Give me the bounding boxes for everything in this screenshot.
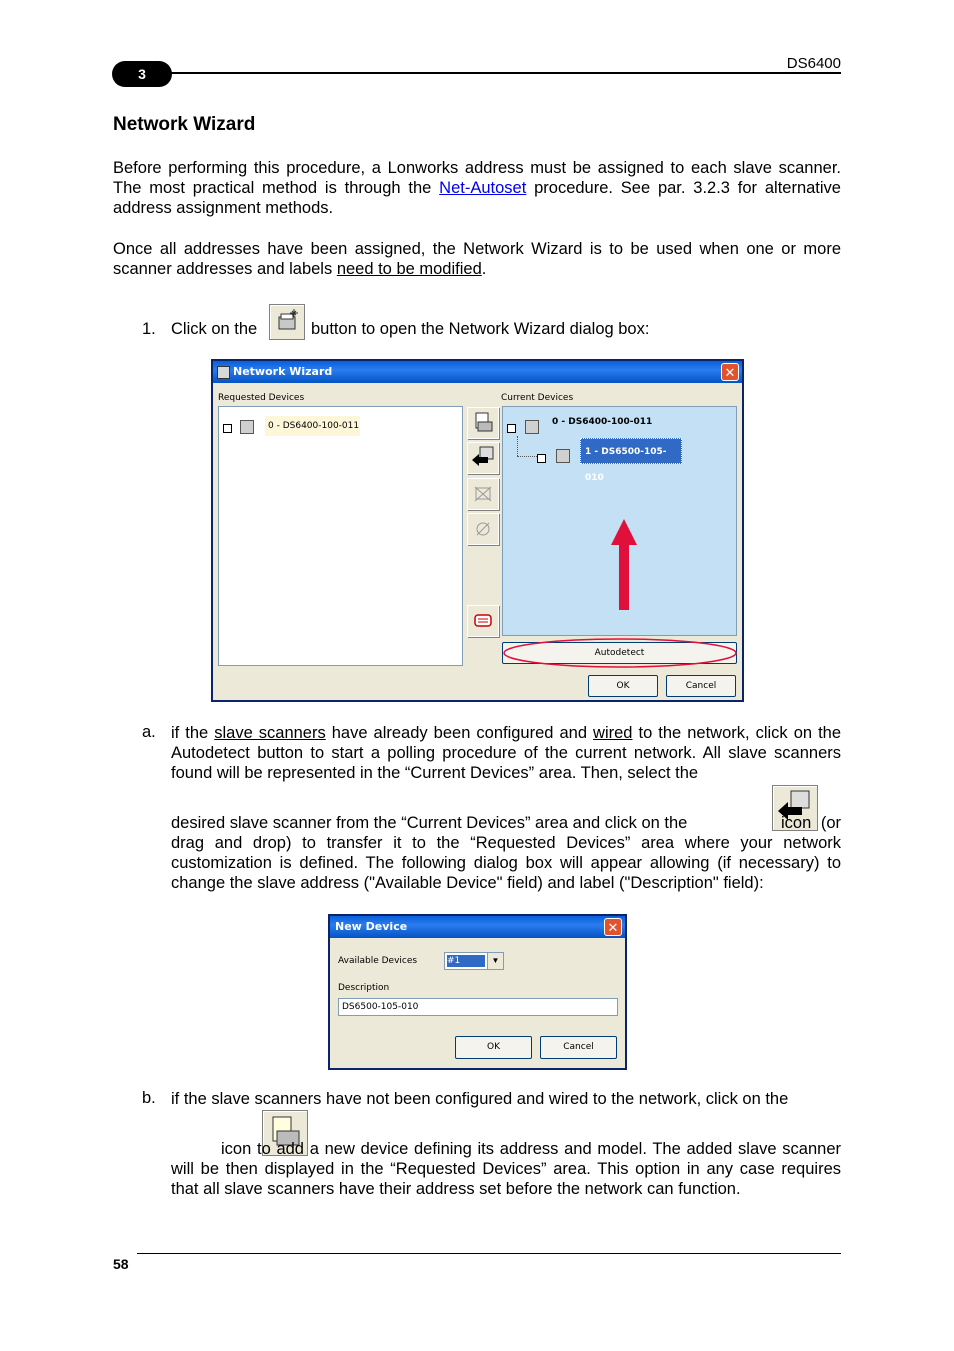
step-a-text-1: if the [171, 724, 215, 742]
network-wizard-titlebar [213, 361, 742, 383]
arrow-left-icon [468, 443, 498, 473]
description-field[interactable]: DS6500-105-010 [338, 998, 618, 1016]
requested-devices-label: Requested Devices [218, 393, 305, 403]
new-device-dialog [328, 914, 627, 1070]
available-devices-select[interactable] [444, 952, 504, 970]
close-icon[interactable]: ✕ [604, 918, 622, 936]
para1-text-2: procedure. See par. 3.2.3 for alternative address assignment methods. [113, 179, 841, 217]
ok-button[interactable]: OK [588, 675, 658, 697]
red-highlight-ellipse [502, 637, 742, 671]
step-1-number: 1. [142, 320, 156, 338]
scanner-device-icon [240, 420, 254, 434]
step-a-marker: a. [142, 723, 156, 741]
current-devices-label: Current Devices [501, 393, 574, 403]
scanner-device-icon [556, 449, 570, 463]
wizard-app-icon [217, 366, 230, 379]
new-device-titlebar [330, 916, 625, 938]
current-device-master[interactable]: 0 - DS6400-100-011 [552, 417, 653, 427]
intro-paragraph [113, 158, 841, 218]
red-arrow-up-icon [609, 517, 639, 612]
current-item-checkbox-1[interactable] [537, 454, 546, 463]
network-wizard-icon [270, 305, 304, 339]
step-a-underlined-1: slave scanners [214, 724, 326, 742]
current-item-checkbox-0[interactable] [507, 424, 516, 433]
delete-device-icon [468, 479, 498, 509]
scanner-device-icon [525, 420, 539, 434]
tree-line [517, 456, 537, 458]
ok-button[interactable]: OK [455, 1036, 532, 1059]
network-settings-icon [468, 606, 498, 636]
current-device-selected[interactable]: 1 - DS6500-105-010 [580, 438, 682, 464]
chapter-badge: 3 [112, 61, 172, 87]
cancel-button[interactable]: Cancel [666, 675, 736, 697]
step-a-text-4: desired slave scanner from the “Current Devices” area and click on the [171, 814, 688, 832]
step-b-text-2: icon to add a new device defining its address and model. The added slave scanner will be then displayed in the “Requested Devices” area. This option in any case requires that all slave scanners have their address set before the network can function. [171, 1140, 841, 1198]
edit-device-icon [468, 514, 498, 544]
step-a-paragraph-2 [171, 813, 841, 893]
tree-line [517, 436, 519, 456]
para2-text-2: . [481, 260, 487, 278]
remove-device-button[interactable] [467, 478, 499, 510]
step-a-underlined-2: wired [593, 724, 633, 742]
wizard-usage-paragraph [113, 239, 841, 279]
para2-text-1: Once all addresses have been assigned, the Network Wizard is to be used when one or more scanner addresses and labels [113, 240, 841, 278]
step-1-text-after: button to open the Network Wizard dialog box: [311, 320, 650, 338]
network-wizard-title: Network Wizard [233, 365, 333, 378]
edit-device-button[interactable] [467, 513, 499, 545]
net-autoset-link[interactable]: Net-Autoset [439, 179, 527, 197]
available-devices-value: #1 [447, 955, 485, 967]
cancel-button[interactable]: Cancel [540, 1036, 617, 1059]
transfer-device-button[interactable] [467, 442, 499, 474]
network-wizard-dialog [211, 359, 744, 702]
step-b-paragraph [171, 1139, 841, 1199]
network-wizard-toolbar-button[interactable] [269, 304, 305, 340]
header-product: DS6400 [786, 55, 841, 72]
add-device-icon [468, 408, 498, 438]
footer-rule [137, 1253, 841, 1254]
para1-text-1: Before performing this procedure, a Lonworks address must be assigned to each slave scanner. The most practical method is through the [113, 159, 841, 197]
requested-devices-panel[interactable] [218, 406, 463, 666]
step-b-text-1: if the slave scanners have not been configured and wired to the network, click on the [171, 1090, 789, 1108]
network-settings-button[interactable] [467, 605, 499, 637]
description-label: Description [338, 983, 390, 993]
close-icon[interactable]: ✕ [721, 363, 739, 381]
autodetect-button[interactable]: Autodetect [502, 642, 737, 664]
page-number: 58 [113, 1256, 129, 1272]
step-b-marker: b. [142, 1089, 156, 1107]
available-devices-label: Available Devices [338, 956, 418, 966]
para2-underlined: need to be modified [336, 260, 482, 278]
requested-item-checkbox[interactable] [223, 424, 232, 433]
new-device-title: New Device [335, 920, 408, 933]
requested-device-item[interactable]: 0 - DS6400-100-011 [265, 416, 360, 436]
add-device-button[interactable] [467, 407, 499, 439]
section-title: Network Wizard [113, 114, 256, 135]
header-rule [150, 72, 841, 74]
step-a-text-5: icon (or drag and drop) to transfer it to the “Requested Devices” area where your network customization is defined. The following dialog box will appear allowing (if necessary) to change the slave address ("Available Device" field) and label ("Description" field): [171, 814, 841, 892]
step-1-text-before: Click on the [171, 320, 258, 338]
chevron-down-icon[interactable]: ▼ [487, 953, 503, 969]
step-a-text-2: have already been configured and [325, 724, 594, 742]
step-a-paragraph-1 [171, 723, 841, 783]
step-a-text-3: to the network, click on the Autodetect button to start a polling procedure of the current network. All slave scanners found will be represented in the “Current Devices” area. Then, select the [171, 724, 842, 782]
